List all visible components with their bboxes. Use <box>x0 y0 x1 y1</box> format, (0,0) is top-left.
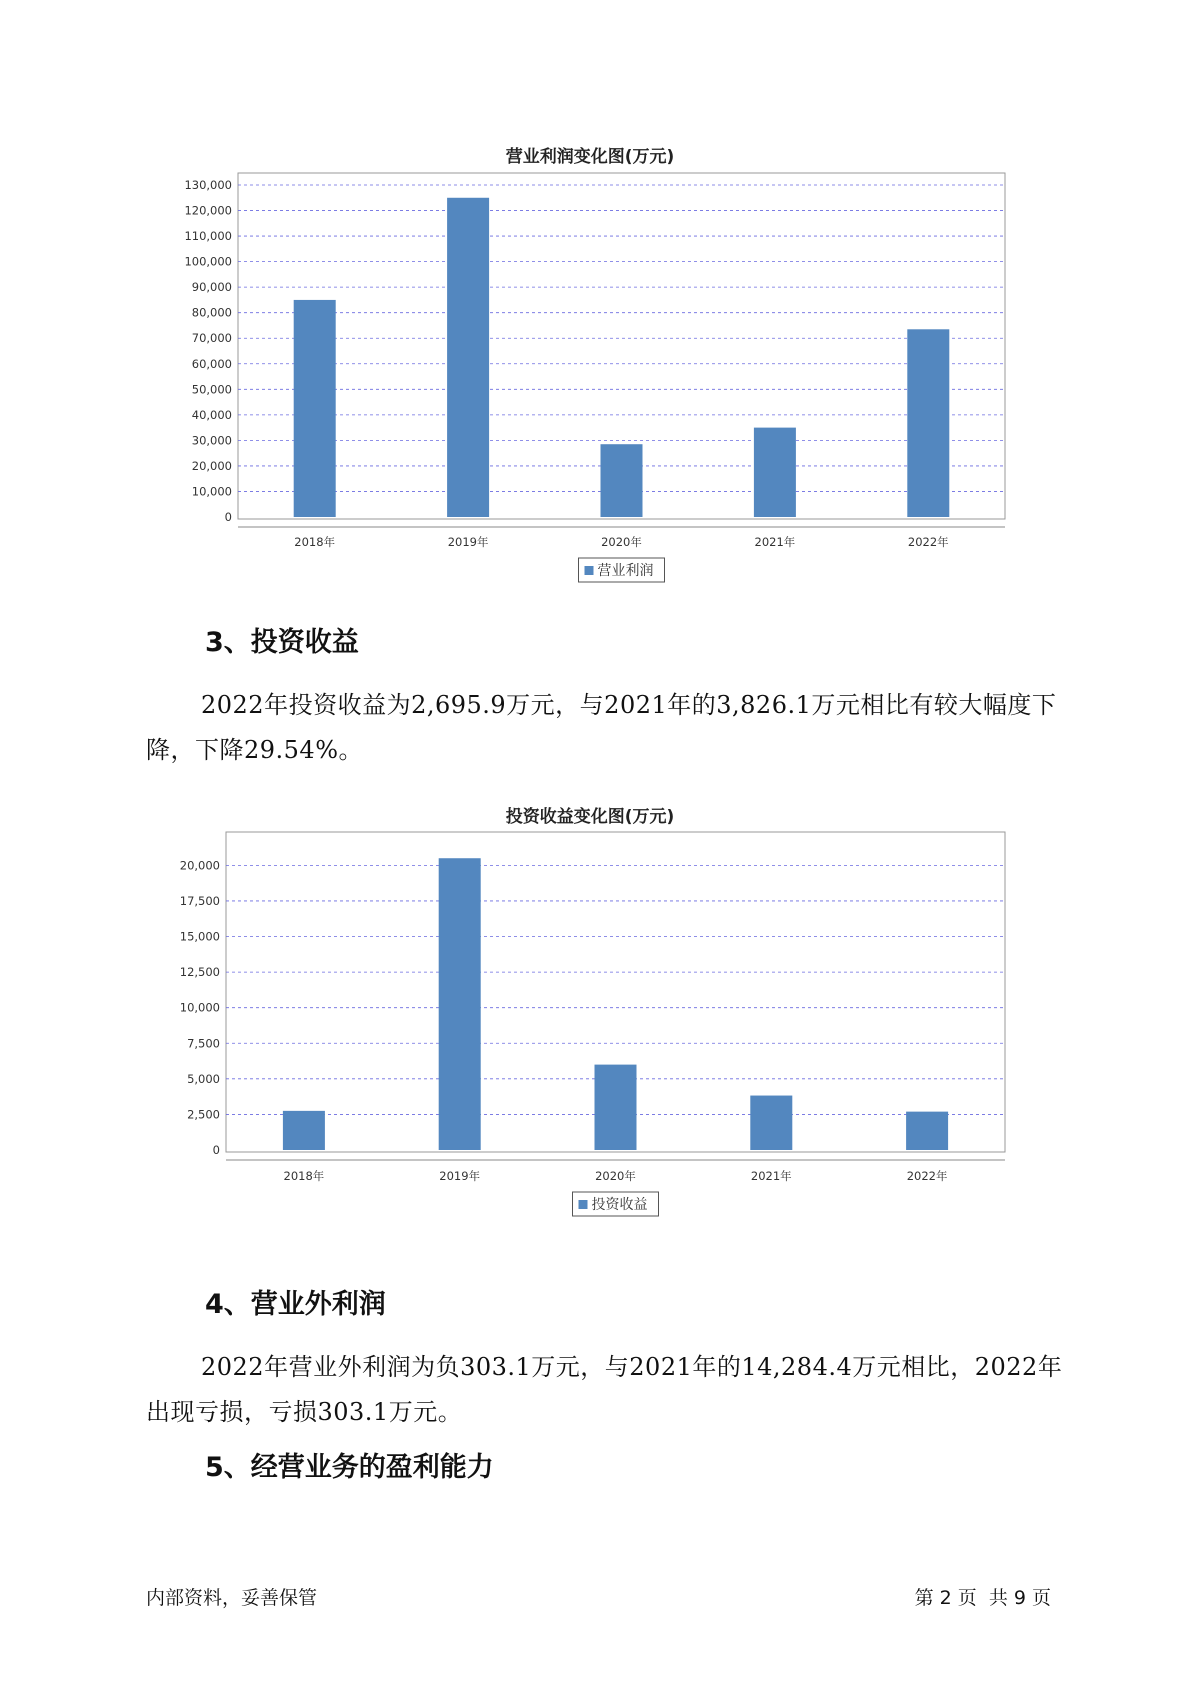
y-tick-label: 7,500 <box>187 1036 220 1051</box>
bar <box>447 198 489 517</box>
y-tick-label: 120,000 <box>184 203 232 218</box>
footer-left: 内部资料，妥善保管 <box>146 1587 318 1609</box>
y-tick-label: 12,500 <box>179 965 220 980</box>
y-tick-label: 5,000 <box>187 1071 220 1086</box>
legend-swatch <box>579 1200 588 1209</box>
chart-svg <box>150 140 1030 590</box>
x-tick-label: 2018年 <box>294 535 336 549</box>
section-5-heading: 5、经营业务的盈利能力 <box>205 1452 494 1483</box>
investment-income-chart <box>150 800 1030 1250</box>
y-tick-label: 10,000 <box>191 484 232 499</box>
legend-swatch <box>585 566 594 575</box>
bar <box>595 1065 637 1150</box>
bar <box>906 1112 948 1150</box>
y-tick-label: 10,000 <box>179 1000 220 1015</box>
y-tick-label: 2,500 <box>187 1107 220 1122</box>
section-4-heading: 4、营业外利润 <box>205 1289 386 1320</box>
bar <box>601 444 643 517</box>
y-tick-label: 70,000 <box>191 331 232 346</box>
chart-title: 营业利润变化图(万元) <box>505 147 675 167</box>
y-tick-label: 20,000 <box>179 858 220 873</box>
x-tick-label: 2022年 <box>906 1169 948 1183</box>
x-tick-label: 2019年 <box>439 1169 481 1183</box>
y-tick-label: 0 <box>212 1143 220 1157</box>
x-tick-label: 2022年 <box>907 535 949 549</box>
section-3-paragraph: 2022年投资收益为2,695.9万元，与2021年的3,826.1万元相比有较大幅度下降，下降29.54%。 <box>146 691 1057 764</box>
y-tick-label: 50,000 <box>191 382 232 397</box>
bar <box>907 329 949 517</box>
bar <box>439 858 481 1150</box>
x-tick-label: 2020年 <box>601 535 642 549</box>
operating-profit-chart <box>150 140 1030 590</box>
y-tick-label: 30,000 <box>191 433 232 448</box>
section-3-heading: 3、投资收益 <box>205 627 359 658</box>
x-tick-label: 2021年 <box>750 1169 792 1183</box>
y-tick-label: 40,000 <box>191 407 232 422</box>
bar <box>750 1096 792 1150</box>
chart-svg <box>150 800 1030 1250</box>
y-tick-label: 80,000 <box>191 305 232 320</box>
legend-label: 营业利润 <box>597 563 654 579</box>
x-tick-label: 2020年 <box>595 1169 636 1183</box>
y-tick-label: 15,000 <box>179 929 220 944</box>
y-tick-label: 60,000 <box>191 356 232 371</box>
y-tick-label: 17,500 <box>179 893 220 908</box>
section-4-paragraph: 2022年营业外利润为负303.1万元，与2021年的14,284.4万元相比，2022年出现亏损，亏损303.1万元。 <box>146 1353 1063 1426</box>
y-tick-label: 100,000 <box>184 254 232 269</box>
legend-label: 投资收益 <box>591 1197 648 1213</box>
bar <box>754 428 796 517</box>
x-tick-label: 2018年 <box>283 1169 325 1183</box>
x-tick-label: 2019年 <box>447 535 489 549</box>
footer-page-number: 第 2 页 共 9 页 <box>914 1587 1051 1609</box>
chart-title: 投资收益变化图(万元) <box>505 807 675 827</box>
bar <box>283 1111 325 1150</box>
x-tick-label: 2021年 <box>754 535 796 549</box>
y-tick-label: 90,000 <box>191 280 232 295</box>
y-tick-label: 130,000 <box>184 178 232 192</box>
bar <box>294 300 336 517</box>
y-tick-label: 110,000 <box>184 229 232 244</box>
y-tick-label: 20,000 <box>191 458 232 473</box>
y-tick-label: 0 <box>224 510 232 524</box>
